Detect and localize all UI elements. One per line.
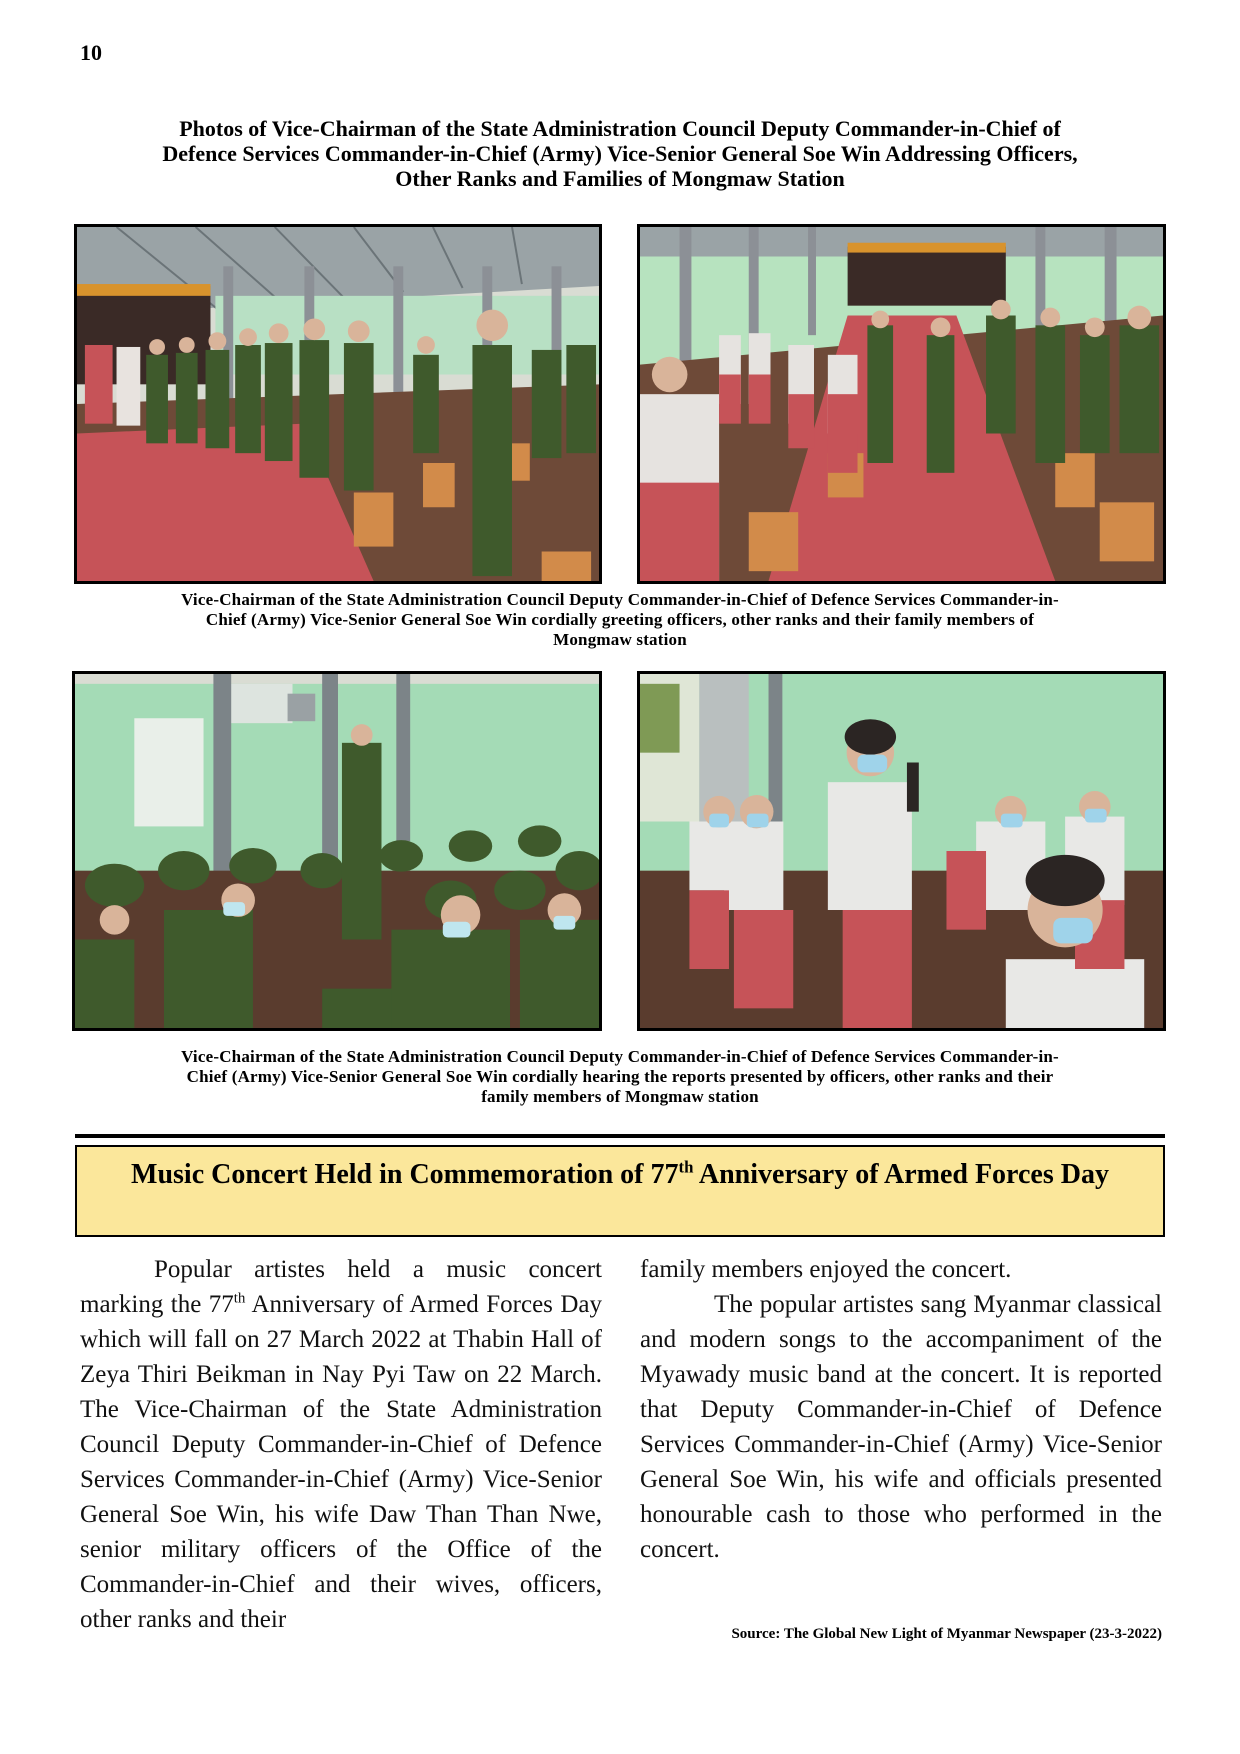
caption-line: Chief (Army) Vice-Senior General Soe Win cordially hearing the reports presented by officers, other ranks and their [186,1067,1054,1086]
page-heading [80,116,1160,191]
source-credit: Source: The Global New Light of Myanmar Newspaper (23-3-2022) [731,1626,1162,1642]
caption-line: Chief (Army) Vice-Senior General Soe Win cordially greeting officers, other ranks and their family members of [205,610,1035,629]
paragraph-superscript: th [233,1290,246,1307]
caption-line: Vice-Chairman of the State Administration Council Deputy Commander-in-Chief of Defence Services Commander-in- [181,1047,1059,1066]
paragraph-text-cont: Anniversary of Armed Forces Day which will fall on 27 March 2022 at Thabin Hall of Zeya Thiri Beikman in Nay Pyi Taw on 22 March. The Vice-Chairman of the State Administration Council Deputy Commander-in-Chief of Defence Services Commander-in-Chief (Army) Vice-Senior General Soe Win, his wife Daw Than Than Nwe, senior military officers of the Office of the Commander-in-Chief and their wives, officers, other ranks and their [80,1291,602,1633]
caption-line: Vice-Chairman of the State Administration Council Deputy Commander-in-Chief of Defence Services Commander-in- [181,590,1059,609]
article-paragraph-continued: family members enjoyed the concert. [640,1256,1012,1283]
article-paragraph [80,1252,602,1637]
photo-family-speaking [637,671,1166,1031]
heading-line: Defence Services Commander-in-Chief (Army) Vice-Senior General Soe Win Addressing Officers, [162,141,1078,166]
article-title-superscript: th [678,1157,694,1177]
heading-line: Photos of Vice-Chairman of the State Administration Council Deputy Commander-in-Chief of [179,116,1061,141]
photo-hall-greeting-left [74,224,602,584]
article-title-text: Music Concert Held in Commemoration of 77 [131,1159,679,1190]
page-number: 10 [80,40,102,65]
caption-line: family members of Mongmaw station [481,1087,759,1106]
article-title [75,1145,1165,1237]
paragraph-text: Popular artistes held a music concert marking the 77 [80,1256,602,1318]
photo-caption-greeting [80,590,1160,650]
photo-caption-reports [80,1047,1160,1107]
article-column-right [640,1252,1162,1567]
photo-officers-seated [72,671,602,1031]
photo-hall-greeting-right [637,224,1166,584]
section-divider [75,1134,1165,1138]
article-paragraph: The popular artistes sang Myanmar classical and modern songs to the accompaniment of the Myawady music band at the concert. It is reported that Deputy Commander-in-Chief of Defence Services Commander-in-Chief (Army) Vice-Senior General Soe Win, his wife and officials presented honourable cash to those who performed in the concert. [640,1291,1162,1563]
heading-line: Other Ranks and Families of Mongmaw Station [395,166,845,191]
caption-line: Mongmaw station [553,630,687,649]
article-title-text-end: Anniversary of Armed Forces Day [693,1159,1109,1190]
article-column-left [80,1252,602,1637]
